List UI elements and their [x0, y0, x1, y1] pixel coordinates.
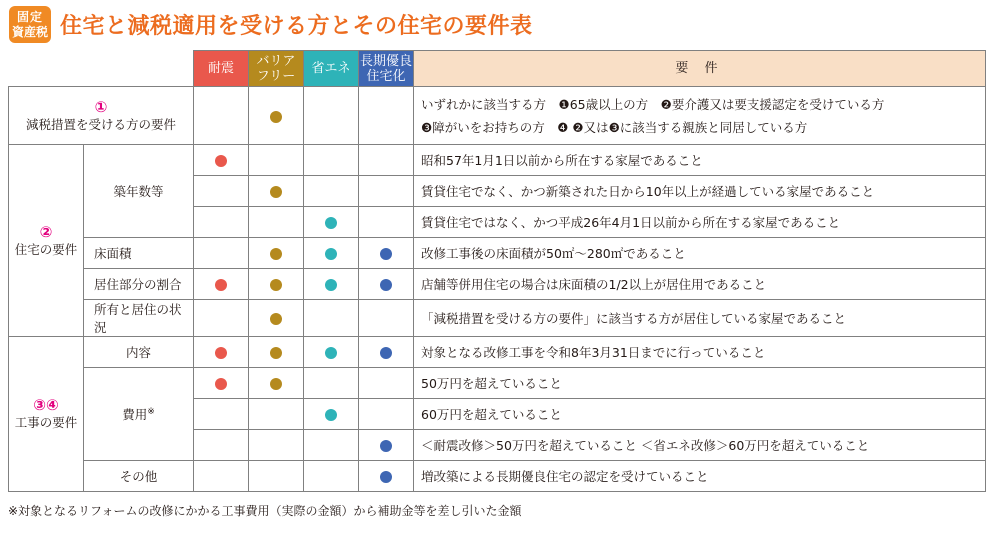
fixed-asset-tax-badge — [9, 6, 51, 43]
requirement-text: 増改築による長期優良住宅の認定を受けていること — [414, 461, 986, 492]
table-row — [9, 269, 986, 300]
mark-cell — [194, 337, 249, 368]
requirement-text: 賃貸住宅でなく、かつ新築された日から10年以上が経過している家屋であること — [414, 176, 986, 207]
table-row — [9, 461, 986, 492]
mark-cell — [194, 145, 249, 176]
page-title: 住宅と減税適用を受ける方とその住宅の要件表 — [60, 14, 533, 39]
table-row — [9, 300, 986, 337]
mark-cell — [194, 238, 249, 269]
mark-cell — [359, 87, 414, 145]
mark-cell — [359, 300, 414, 337]
applicable-dot-barrier — [270, 186, 282, 198]
applicable-dot-barrier — [270, 347, 282, 359]
applicable-dot-chouki — [380, 471, 392, 483]
mark-cell — [194, 430, 249, 461]
applicable-dot-shoene — [325, 217, 337, 229]
applicable-dot-taishin — [215, 279, 227, 291]
mark-cell — [359, 399, 414, 430]
mark-cell — [249, 238, 304, 269]
sub-yukamenseki: 床面積 — [84, 238, 194, 269]
requirement-text: 対象となる改修工事を令和8年3月31日までに行っていること — [414, 337, 986, 368]
header-barrier-line1: バリア — [256, 53, 296, 69]
requirement-text: 50万円を超えていること — [414, 368, 986, 399]
sub-naiyou: 内容 — [84, 337, 194, 368]
mark-cell — [304, 176, 359, 207]
asterisk-mark: ※ — [147, 406, 155, 417]
applicable-dot-taishin — [215, 155, 227, 167]
sub-sonota: その他 — [84, 461, 194, 492]
mark-cell — [249, 269, 304, 300]
requirement-line1: いずれかに該当する方 ❶65歳以上の方 ❷要介護又は要支援認定を受けている方 — [421, 96, 885, 112]
requirement-text: 改修工事後の床面積が50㎡〜280㎡であること — [414, 238, 986, 269]
mark-cell — [249, 176, 304, 207]
mark-cell — [304, 337, 359, 368]
mark-cell — [194, 207, 249, 238]
requirement-text: 「減税措置を受ける方の要件」に該当する方が居住している家屋であること — [414, 300, 986, 337]
applicable-dot-shoene — [325, 248, 337, 260]
table-row — [9, 337, 986, 368]
requirement-text: 60万円を超えていること — [414, 399, 986, 430]
requirement-text — [414, 87, 986, 145]
category-1-label: 減税措置を受ける方の要件 — [25, 116, 176, 132]
header-taishin: 耐震 — [194, 51, 249, 87]
category-2-label: 住宅の要件 — [14, 241, 78, 257]
sub-hiyou — [84, 368, 194, 461]
footnote: ※対象となるリフォームの改修にかかる工事費用（実際の金額）から補助金等を差し引いた金額 — [8, 504, 522, 518]
applicable-dot-barrier — [270, 111, 282, 123]
mark-cell — [249, 430, 304, 461]
mark-cell — [359, 430, 414, 461]
mark-cell — [194, 176, 249, 207]
applicable-dot-shoene — [325, 279, 337, 291]
mark-cell — [194, 87, 249, 145]
sub-hiyou-label: 費用 — [122, 407, 148, 422]
mark-cell — [304, 238, 359, 269]
mark-cell — [194, 300, 249, 337]
sub-shoyu: 所有と居住の状況 — [84, 300, 194, 337]
requirements-table — [8, 50, 986, 492]
header-shoene: 省エネ — [304, 51, 359, 87]
category-1 — [9, 87, 194, 145]
requirement-text: 昭和57年1月1日以前から所在する家屋であること — [414, 145, 986, 176]
badge-line2: 資産税 — [11, 24, 48, 39]
category-3 — [9, 337, 84, 492]
mark-cell — [359, 461, 414, 492]
requirement-text: ＜耐震改修＞50万円を超えていること ＜省エネ改修＞60万円を超えていること — [414, 430, 986, 461]
requirement-text: 賃貸住宅ではなく、かつ平成26年4月1日以前から所在する家屋であること — [414, 207, 986, 238]
mark-cell — [194, 269, 249, 300]
mark-cell — [359, 368, 414, 399]
mark-cell — [194, 368, 249, 399]
applicable-dot-taishin — [215, 378, 227, 390]
applicable-dot-chouki — [380, 440, 392, 452]
header-youken: 要 件 — [414, 51, 986, 87]
applicable-dot-shoene — [325, 409, 337, 421]
category-3-number: ③④ — [33, 396, 59, 414]
header-blank — [9, 51, 194, 87]
mark-cell — [249, 399, 304, 430]
sub-kyoju-wariai: 居住部分の割合 — [84, 269, 194, 300]
mark-cell — [359, 176, 414, 207]
requirement-text: 店舗等併用住宅の場合は床面積の1/2以上が居住用であること — [414, 269, 986, 300]
applicable-dot-shoene — [325, 347, 337, 359]
header-chouki — [359, 51, 414, 87]
table-row — [9, 87, 986, 145]
mark-cell — [304, 368, 359, 399]
mark-cell — [304, 87, 359, 145]
applicable-dot-chouki — [380, 248, 392, 260]
header-row — [9, 51, 986, 87]
category-3-label: 工事の要件 — [14, 415, 78, 430]
table-row — [9, 145, 986, 176]
applicable-dot-chouki — [380, 347, 392, 359]
mark-cell — [359, 145, 414, 176]
requirement-line2: ❸障がいをお持ちの方 ❹ ❷又は❸に該当する親族と同居している方 — [421, 119, 808, 135]
mark-cell — [249, 87, 304, 145]
mark-cell — [249, 145, 304, 176]
applicable-dot-barrier — [270, 248, 282, 260]
header-barrier-line2: フリー — [256, 68, 296, 84]
header-barrier-free — [249, 51, 304, 87]
header-chouki-line1: 長期優良 — [359, 53, 412, 69]
table-row — [9, 368, 986, 399]
category-2 — [9, 145, 84, 337]
mark-cell — [249, 368, 304, 399]
applicable-dot-barrier — [270, 313, 282, 325]
mark-cell — [359, 337, 414, 368]
mark-cell — [249, 300, 304, 337]
mark-cell — [304, 430, 359, 461]
mark-cell — [304, 300, 359, 337]
mark-cell — [304, 207, 359, 238]
mark-cell — [359, 269, 414, 300]
mark-cell — [304, 269, 359, 300]
mark-cell — [359, 238, 414, 269]
sub-chikunen: 築年数等 — [84, 145, 194, 238]
mark-cell — [249, 461, 304, 492]
applicable-dot-barrier — [270, 279, 282, 291]
mark-cell — [249, 207, 304, 238]
applicable-dot-taishin — [215, 347, 227, 359]
table-row — [9, 238, 986, 269]
category-1-number: ① — [94, 97, 108, 116]
header-chouki-line2: 住宅化 — [366, 68, 406, 84]
mark-cell — [194, 399, 249, 430]
applicable-dot-chouki — [380, 279, 392, 291]
badge-line1: 固定 — [16, 9, 43, 24]
mark-cell — [304, 461, 359, 492]
mark-cell — [304, 145, 359, 176]
mark-cell — [359, 207, 414, 238]
category-2-number: ② — [39, 222, 53, 241]
applicable-dot-barrier — [270, 378, 282, 390]
mark-cell — [249, 337, 304, 368]
mark-cell — [304, 399, 359, 430]
mark-cell — [194, 461, 249, 492]
